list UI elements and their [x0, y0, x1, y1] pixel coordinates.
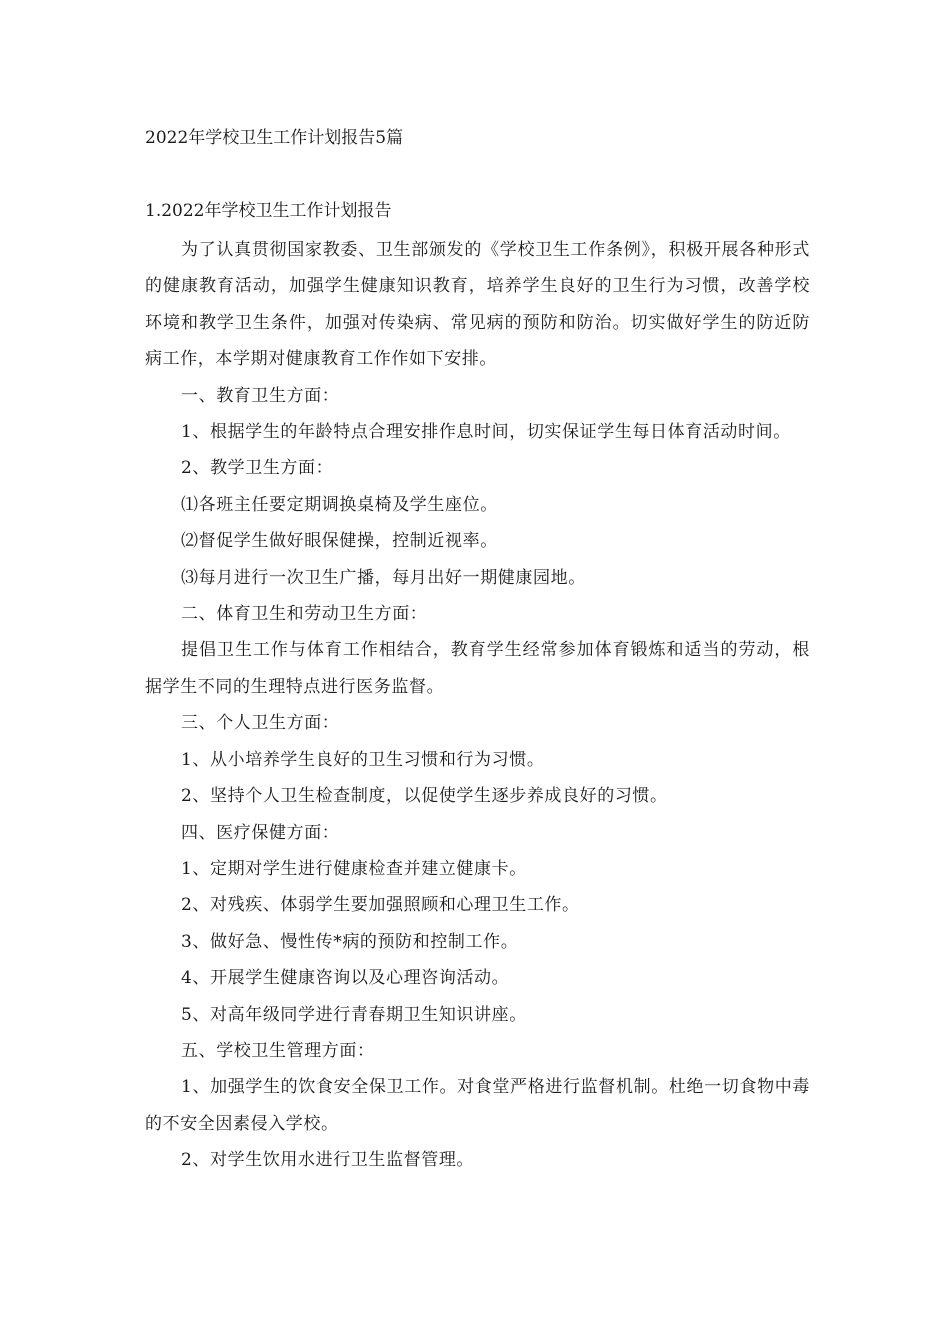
paragraph-item: 1、从小培养学生良好的卫生习惯和行为习惯。 [181, 749, 545, 770]
paragraph-item: ⑶每月进行一次卫生广播，每月出好一期健康园地。 [181, 567, 586, 588]
paragraph-item: ⑴各班主任要定期调换桌椅及学生座位。 [181, 494, 498, 515]
heading-school-hygiene-management: 五、学校卫生管理方面： [181, 1040, 375, 1061]
section-title: 1.2022年学校卫生工作计划报告 [145, 201, 392, 221]
paragraph-item: 2、对学生饮用水进行卫生监督管理。 [181, 1150, 475, 1171]
paragraph-item: 2、对残疾、体弱学生要加强照顾和心理卫生工作。 [181, 895, 580, 916]
document-title: 2022年学校卫生工作计划报告5篇 [145, 128, 404, 148]
paragraph-item: 3、做好急、慢性传*病的预防和控制工作。 [181, 931, 519, 952]
heading-medical-care: 四、医疗保健方面： [181, 822, 340, 843]
paragraph-intro: 为了认真贯彻国家教委、卫生部颁发的《学校卫生工作条例》，积极开展各种形式的健康教育活动，加强学生健康知识教育，培养学生良好的卫生行为习惯，改善学校环境和教学卫生条件，加强对传染病、常见病的预防和防治。切实做好学生的防近防病工作，本学期对健康教育工作作如下安排。 [145, 240, 810, 370]
paragraph-item: ⑵督促学生做好眼保健操，控制近视率。 [181, 531, 498, 552]
heading-sports-labor-hygiene: 二、体育卫生和劳动卫生方面： [181, 604, 428, 625]
paragraph-item: 1、根据学生的年龄特点合理安排作息时间，切实保证学生每日体育活动时间。 [181, 422, 791, 443]
paragraph-item: 2、坚持个人卫生检查制度，以促使学生逐步养成良好的习惯。 [181, 786, 668, 807]
paragraph-item: 提倡卫生工作与体育工作相结合，教育学生经常参加体育锻炼和适当的劳动，根据学生不同的生理特点进行医务监督。 [145, 640, 810, 697]
document-body [145, 232, 810, 1179]
heading-personal-hygiene: 三、个人卫生方面： [181, 713, 340, 734]
subheading-teaching-hygiene: 2、教学卫生方面： [181, 458, 334, 479]
heading-education-hygiene: 一、教育卫生方面： [181, 385, 340, 406]
paragraph-item: 4、开展学生健康咨询以及心理咨询活动。 [181, 968, 510, 989]
paragraph-item: 1、定期对学生进行健康检查并建立健康卡。 [181, 858, 527, 879]
paragraph-item: 5、对高年级同学进行青春期卫生知识讲座。 [181, 1004, 527, 1025]
paragraph-item: 1、加强学生的饮食安全保卫工作。对食堂严格进行监督机制。杜绝一切食物中毒的不安全因素侵入学校。 [145, 1077, 810, 1134]
